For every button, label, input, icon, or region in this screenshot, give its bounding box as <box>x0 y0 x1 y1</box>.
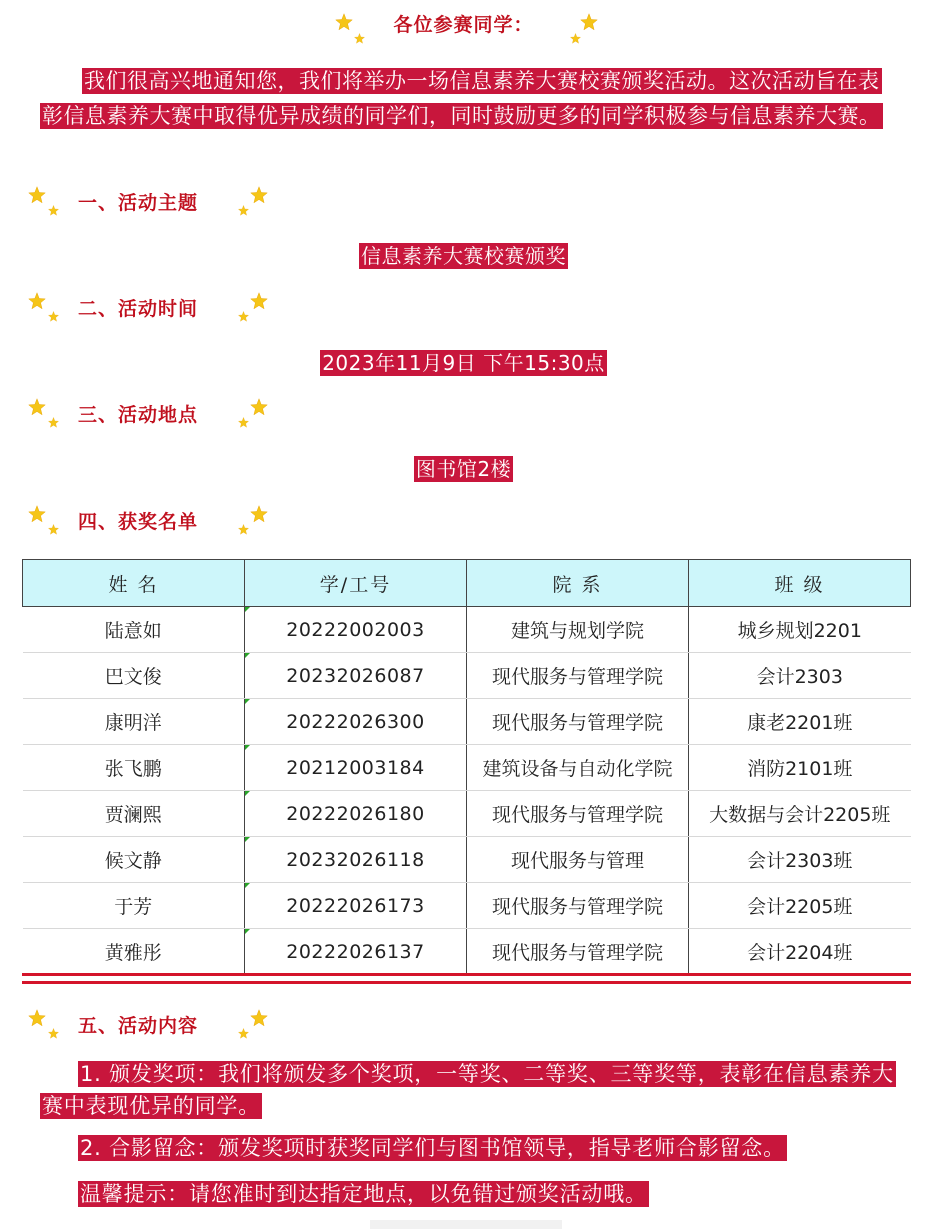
table-row <box>23 883 911 929</box>
star-icon <box>28 186 46 204</box>
cell-class: 会计2303 <box>689 653 911 699</box>
star-icon <box>28 1009 46 1027</box>
table-row <box>23 607 911 653</box>
cell-class: 城乡规划2201 <box>689 607 911 653</box>
cell-name: 贾澜熙 <box>23 791 245 837</box>
awards-table <box>22 559 911 975</box>
table-row <box>23 929 911 975</box>
cell-department: 现代服务与管理学院 <box>467 653 689 699</box>
content-tip: 温馨提示：请您准时到达指定地点，以免错过颁奖活动哦。 <box>80 1182 647 1206</box>
star-icon <box>238 417 249 428</box>
star-icon <box>238 524 249 535</box>
cell-class: 大数据与会计2205班 <box>689 791 911 837</box>
star-icon <box>48 205 59 216</box>
header-id: 学/工号 <box>245 560 467 607</box>
star-icon <box>48 524 59 535</box>
cell-name: 候文静 <box>23 837 245 883</box>
cell-class: 会计2205班 <box>689 883 911 929</box>
star-icon <box>250 1009 268 1027</box>
cell-id: 20232026087 <box>245 653 467 699</box>
cell-name: 于芳 <box>23 883 245 929</box>
cell-name: 黄雅彤 <box>23 929 245 975</box>
content-item-photo: 2. 合影留念：颁发奖项时获奖同学们与图书馆领导，指导老师合影留念。 <box>80 1136 785 1160</box>
star-icon <box>238 1028 249 1039</box>
star-icon <box>250 186 268 204</box>
content-item-awards: 1. 颁发奖项：我们将颁发多个奖项，一等奖、二等奖、三等奖等，表彰在信息素养大赛中表现优异的同学。 <box>42 1062 894 1118</box>
star-icon <box>250 505 268 523</box>
cell-department: 现代服务与管理学院 <box>467 699 689 745</box>
star-icon <box>48 417 59 428</box>
section-title-time: 二、活动时间 <box>78 298 199 320</box>
star-icon <box>250 398 268 416</box>
cell-name: 陆意如 <box>23 607 245 653</box>
cell-department: 现代服务与管理学院 <box>467 791 689 837</box>
cell-name: 康明洋 <box>23 699 245 745</box>
cell-department: 现代服务与管理学院 <box>467 883 689 929</box>
cell-id: 20232026118 <box>245 837 467 883</box>
star-icon <box>580 13 598 31</box>
star-icon <box>28 398 46 416</box>
section-title-place: 三、活动地点 <box>78 404 199 426</box>
table-header-row <box>23 560 911 607</box>
table-row <box>23 837 911 883</box>
cell-class: 会计2303班 <box>689 837 911 883</box>
section-title-awards: 四、获奖名单 <box>78 511 199 533</box>
header-department: 院 系 <box>467 560 689 607</box>
divider-rule <box>22 973 911 976</box>
star-icon <box>238 205 249 216</box>
cell-department: 建筑设备与自动化学院 <box>467 745 689 791</box>
cell-id: 20222026137 <box>245 929 467 975</box>
cell-department: 现代服务与管理 <box>467 837 689 883</box>
cell-department: 建筑与规划学院 <box>467 607 689 653</box>
divider-rule <box>22 981 911 984</box>
cell-id: 20222002003 <box>245 607 467 653</box>
cell-id: 20222026173 <box>245 883 467 929</box>
star-icon <box>28 505 46 523</box>
cell-id: 20222026300 <box>245 699 467 745</box>
theme-value: 信息素养大赛校赛颁奖 <box>361 244 566 268</box>
star-icon <box>48 1028 59 1039</box>
cell-class: 消防2101班 <box>689 745 911 791</box>
place-value: 图书馆2楼 <box>415 457 512 481</box>
cell-id: 20222026180 <box>245 791 467 837</box>
table-row <box>23 699 911 745</box>
header-class: 班 级 <box>689 560 911 607</box>
intro-paragraph: 我们很高兴地通知您，我们将举办一场信息素养大赛校赛颁奖活动。这次活动旨在表彰信息素养大赛中取得优异成绩的同学们，同时鼓励更多的同学积极参与信息素养大赛。 <box>42 69 881 128</box>
greeting-title: 各位参赛同学： <box>393 14 534 36</box>
star-icon <box>250 292 268 310</box>
table-row <box>23 653 911 699</box>
cell-name: 张飞鹏 <box>23 745 245 791</box>
star-icon <box>28 292 46 310</box>
cell-class: 康老2201班 <box>689 699 911 745</box>
header-name: 姓 名 <box>23 560 245 607</box>
star-icon <box>238 311 249 322</box>
section-title-content: 五、活动内容 <box>78 1015 199 1037</box>
star-icon <box>48 311 59 322</box>
section-title-theme: 一、活动主题 <box>78 192 199 214</box>
cell-id: 20212003184 <box>245 745 467 791</box>
footer-bar <box>370 1220 562 1229</box>
cell-name: 巴文俊 <box>23 653 245 699</box>
cell-department: 现代服务与管理学院 <box>467 929 689 975</box>
table-row <box>23 745 911 791</box>
cell-class: 会计2204班 <box>689 929 911 975</box>
time-value: 2023年11月9日 下午15:30点 <box>322 351 605 375</box>
table-row <box>23 791 911 837</box>
star-icon <box>570 33 581 44</box>
